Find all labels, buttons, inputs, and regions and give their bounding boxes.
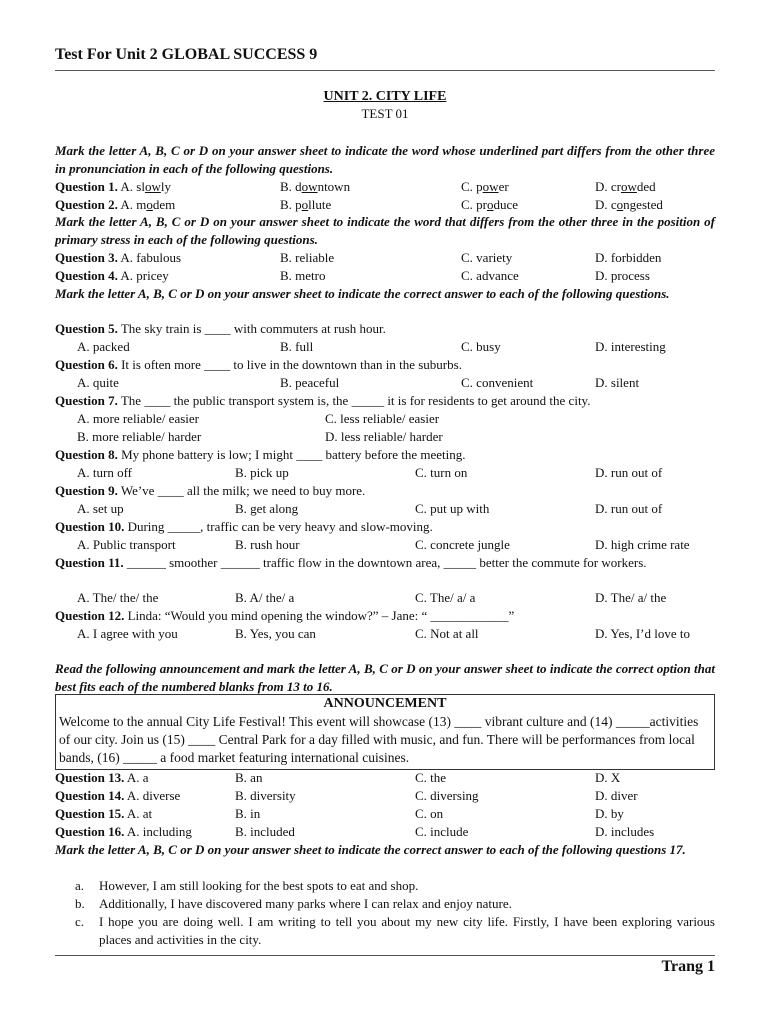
question-10-stem: Question 10. During _____, traffic can be very heavy and slow-moving.: [55, 519, 433, 534]
announcement-box: [55, 694, 715, 770]
question-number: Question 1.: [55, 179, 118, 194]
question-15: Question 15. A. at B. in C. on D. by: [55, 806, 624, 821]
question-7-stem: Question 7. The ____ the public transport system is, the _____ it is for residents to get around the city.: [55, 393, 591, 408]
announcement-text: Welcome to the annual City Life Festival! This event will showcase (13) ____ vibrant culture and (14) _____activities of our city. Join us (15) ____ Central Park for a day filled with music, and fun. There will be performances from local bands, (16) _____ a food market featuring international cuisines.: [59, 714, 699, 765]
document-header: Test For Unit 2 GLOBAL SUCCESS 9: [55, 46, 318, 63]
question-9-stem: Question 9. We’ve ____ all the milk; we need to buy more.: [55, 483, 366, 498]
question-4: Question 4. A. pricey B. metro C. advance D. process: [55, 268, 650, 283]
instruction-question-17: Mark the letter A, B, C or D on your answer sheet to indicate the correct answer to each of the following questions 17.: [55, 842, 686, 857]
question-number: Question 2.: [55, 197, 118, 212]
question-2: Question 2. A. modem B. pollute C. produce D. congested: [55, 197, 663, 212]
question-12-options: A. I agree with you B. Yes, you can C. Not at all D. Yes, I’d love to: [77, 626, 690, 641]
list-item: a. However, I am still looking for the best spots to eat and shop.: [75, 878, 419, 893]
question-3: Question 3. A. fabulous B. reliable C. variety D. forbidden: [55, 250, 662, 265]
question-14: Question 14. A. diverse B. diversity C. diversing D. diver: [55, 788, 638, 803]
page-number: Trang 1: [661, 958, 715, 975]
test-label: TEST 01: [361, 106, 409, 121]
instruction-pronunciation: Mark the letter A, B, C or D on your answer sheet to indicate the word whose underlined part differs from the other three in pronunciation in each of the following questions.: [55, 143, 715, 176]
list-item: c. I hope you are doing well. I am writing to tell you about my new city life. Firstly, I have been exploring various places and activities in the city.: [75, 914, 715, 947]
option-d: D. crowded: [595, 179, 656, 194]
question-6-options: A. quite B. peaceful C. convenient D. silent: [77, 375, 640, 390]
instruction-correct-answer: Mark the letter A, B, C or D on your answer sheet to indicate the correct answer to each of the following questions.: [55, 286, 670, 301]
announcement-title: ANNOUNCEMENT: [323, 696, 447, 711]
question-5-stem: Question 5. The sky train is ____ with commuters at rush hour.: [55, 321, 386, 336]
list-item: b. Additionally, I have discovered many parks where I can relax and enjoy nature.: [75, 896, 512, 911]
option-b: B. pollute: [280, 197, 332, 212]
question-11-options: A. The/ the/ the B. A/ the/ a C. The/ a/ a D. The/ a/ the: [77, 590, 667, 605]
instruction-stress: Mark the letter A, B, C or D on your answer sheet to indicate the word that differs from the other three in the position of primary stress in each of the following questions.: [55, 214, 715, 247]
question-9-options: A. set up B. get along C. put up with D. run out of: [77, 501, 663, 516]
question-16: Question 16. A. including B. included C. include D. includes: [55, 824, 655, 839]
question-12-stem: Question 12. Linda: “Would you mind opening the window?” – Jane: “ ____________”: [55, 608, 515, 623]
option-b: B. downtown: [280, 179, 351, 194]
header-rule: [55, 70, 715, 71]
question-1: Question 1. A. slowly B. downtown C. power D. crowded: [55, 179, 656, 194]
question-7-options-2: B. more reliable/ harder D. less reliable/ harder: [77, 429, 443, 444]
unit-title: UNIT 2. CITY LIFE: [323, 89, 447, 104]
question-8-stem: Question 8. My phone battery is low; I might ____ battery before the meeting.: [55, 447, 466, 462]
question-11-stem: Question 11. ______ smoother ______ traffic flow in the downtown area, _____ better the commute for workers.: [55, 555, 647, 570]
question-6-stem: Question 6. It is often more ____ to live in the downtown than in the suburbs.: [55, 357, 462, 372]
option-d: D. congested: [595, 197, 663, 212]
option-c: C. power: [461, 179, 509, 194]
footer-rule: [55, 955, 715, 956]
question-13: Question 13. A. a B. an C. the D. X: [55, 770, 621, 785]
instruction-reading: Read the following announcement and mark the letter A, B, C or D on your answer sheet to indicate the correct option that best fits each of the numbered blanks from 13 to 16.: [55, 661, 715, 694]
question-8-options: A. turn off B. pick up C. turn on D. run out of: [77, 465, 663, 480]
question-10-options: A. Public transport B. rush hour C. concrete jungle D. high crime rate: [77, 537, 690, 552]
question-7-options-1: A. more reliable/ easier C. less reliable/ easier: [77, 411, 440, 426]
option-c: C. produce: [461, 197, 519, 212]
question-5-options: A. packed B. full C. busy D. interesting: [77, 339, 666, 354]
